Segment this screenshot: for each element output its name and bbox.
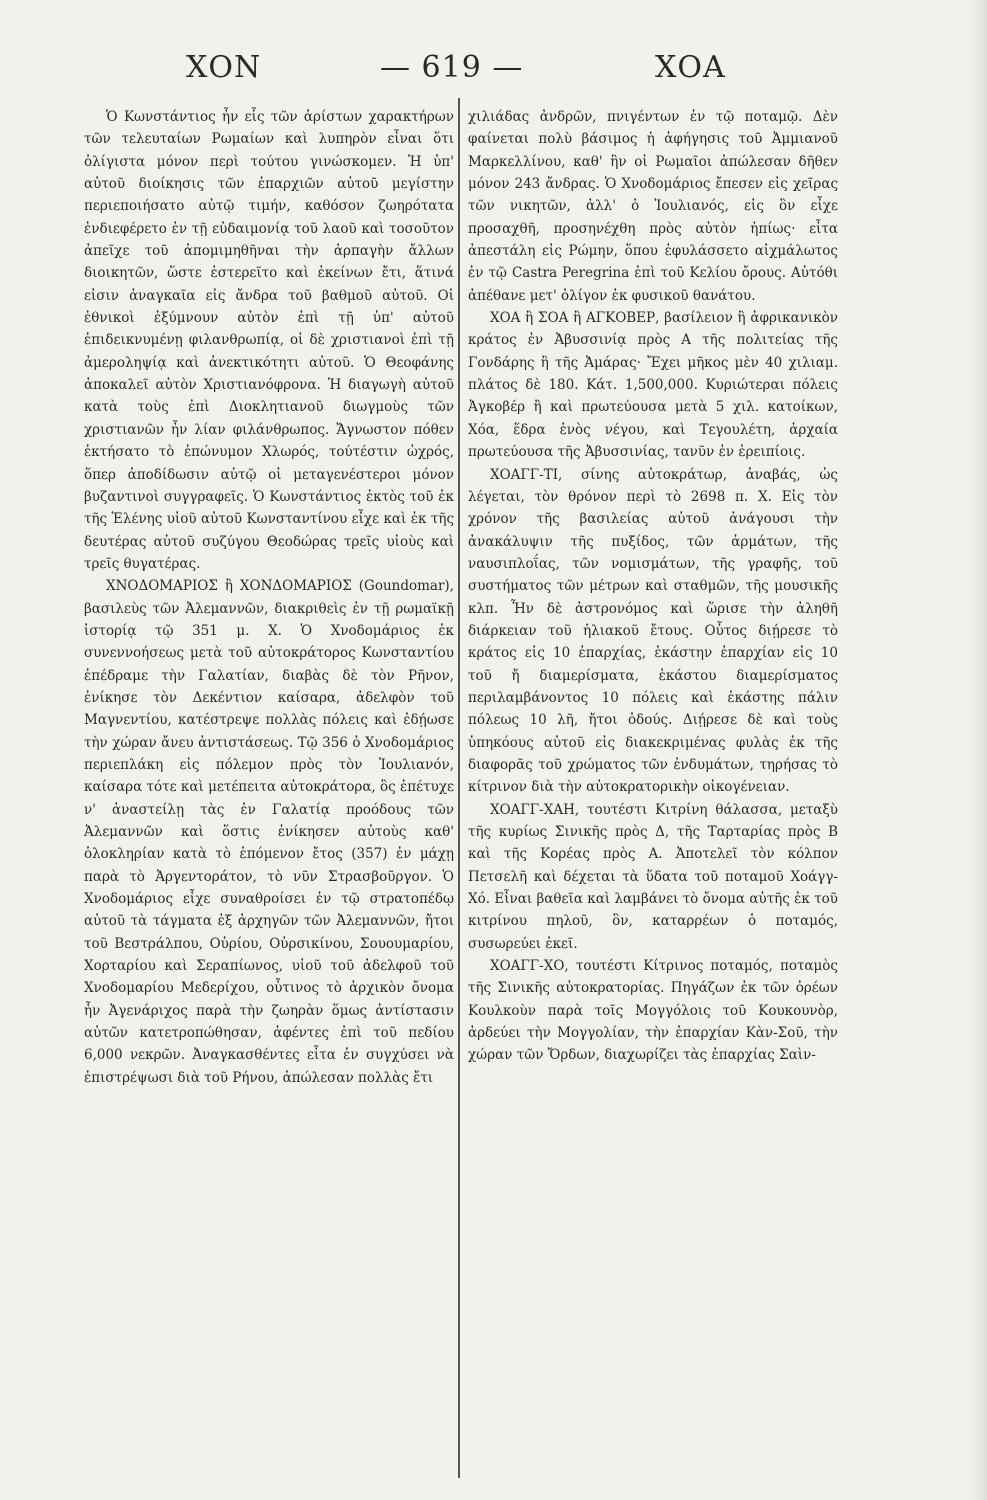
entry-choa: ΧΟΑ ἢ ΣΟΑ ἢ ΑΓΚΟΒΕΡ, βασίλειον ἢ ἀφρικανικὸν κράτος ἐν Ἀβυσσινίᾳ πρὸς Α τῆς πολιτείας τῆς Γονδάρης ἢ τῆς Ἀμάρας· Ἔχει μῆκος μὲν 40 χιλιαμ. πλάτος δὲ 180. Κάτ. 1,500,000. Κυριώτεραι πόλεις Ἀγκοβέρ ἢ καὶ πρωτεύουσα μετὰ 5 χιλ. κατοίκων, Χόα, ἕδρα ἑνὸς νέγου, καὶ Τεγουλέτη, ἀρχαία πρωτεύουσα τῆς Ἀβυσσινίας, τανῦν ἐν ἐρειπίοις. xyxy=(468,310,838,461)
entry-chnodomarios: ΧΝΟΔΟΜΑΡΙΟΣ ἢ ΧΟΝΔΟΜΑΡΙΟΣ (Goundomar), βασιλεὺς τῶν Ἀλεμαννῶν, διακριθεὶς ἐν τῇ ρωμαϊκῇ ἱστορίᾳ τῷ 351 μ. Χ. Ὁ Χνοδομάριος ἐκ συνεννοήσεως μετὰ τοῦ αὐτοκράτορος Κωνσταντίου ἐπέδραμε τὴν Γαλατίαν, διαβὰς δὲ τὸν Ρῆνον, ἐνίκησε τὸν Δεκέντιον καίσαρα, ἀδελφὸν τοῦ Μαγνεντίου, κατέστρεψε πολλὰς πόλεις καὶ ἐδῄωσε τὴν χώραν ἄνευ ἀντιστάσεως. Τῷ 356 ὁ Χνοδομάριος περιεπλάκη εἰς πόλεμον πρὸς τὸν Ἰουλιανόν, καίσαρα τότε καὶ μετέπειτα αὐτοκράτορα, ὃς ἐπέτυχε ν' ἀναστείλῃ τὰς ἐν Γαλατίᾳ προόδους τῶν Ἀλεμαννῶν καὶ ὅστις ἐνίκησεν αὐτοὺς καθ' ὁλοκληρίαν κατὰ τὸ ἑπόμενον ἔτος (357) ἐν μάχῃ παρὰ τὸ Ἀργεντοράτον, τὸ νῦν Στρασβοῦργον. Ὁ Χνοδομάριος εἶχε συναθροίσει ἐν τῷ στρατοπέδῳ αὐτοῦ τὰ τάγματα ἐξ ἀρχηγῶν τῶν Ἀλεμαννῶν, ἤτοι τοῦ Βεστράλπου, Οὐρίου, Οὐρσικίνου, Σουουμαρίου, Χορταρίου καὶ Σεραπίωνος, υἱοῦ τοῦ ἀδελφοῦ τοῦ Χνοδομαρίου Μεδερίχου, οὗτινος τὸ ἀρχικὸν ὄνομα ἦν Ἀγενάριχος παρὰ τὴν ζωηρὰν ὅμως ἀντίστασιν αὐτῶν κατετροπώθησαν, ἀφέντες ἐπὶ τοῦ πεδίου 6,000 νεκρῶν. Ἀναγκασθέντες εἶτα ἐν συγχύσει νὰ ἐπιστρέψωσι διὰ τοῦ Ρήνου, ἀπώλεσαν πολλὰς ἔτι xyxy=(84,578,454,1086)
paragraph-chnodomarios-continued: χιλιάδας ἀνδρῶν, πνιγέντων ἐν τῷ ποταμῷ. Δὲν φαίνεται πολὺ βάσιμος ἡ ἀφήγησις τοῦ Ἀμμιανοῦ Μαρκελλίνου, καθ' ἣν οἱ Ρωμαῖοι ἀπώλεσαν δῆθεν μόνον 243 ἄνδρας. Ὁ Χνοδομάριος ἔπεσεν εἰς χεῖρας τῶν νικητῶν, ἀλλ' ὁ Ἰουλιανός, εἰς ὃν εἶχε προσαχθῆ, προσηνέχθη πρὸς αὐτὸν ἠπίως· εἶτα ἀπεστάλη εἰς Ρώμην, ὅπου ἐφυλάσσετο αἰχμάλωτος ἐν τῷ Castra Peregrina ἐπὶ τοῦ Κελίου ὄρους. Αὐτόθι ἀπέθανε μετ' ὀλίγον ἐκ φυσικοῦ θανάτου. xyxy=(468,109,838,304)
left-column xyxy=(84,106,454,1089)
header-right-guideword: ΧΟΑ xyxy=(655,50,726,85)
entry-choang-ti: ΧΟΑΓΓ-ΤΙ, σίνης αὐτοκράτωρ, ἀναβάς, ὡς λέγεται, τὸν θρόνον περὶ τὸ 2698 π. Χ. Εἰς τὸν χρόνον τῆς βασιλείας αὐτοῦ ἀνάγουσι τὴν ἀνακάλυψιν τῆς πυξίδος, τῶν ἁρμάτων, τῆς ναυσιπλοΐας, τῶν νομισμάτων, τῆς γραφῆς, τοῦ συστήματος τῶν μέτρων καὶ σταθμῶν, τῆς μουσικῆς κλπ. Ἦν δὲ ἀστρονόμος καὶ ὥρισε τὴν ἀληθῆ διάρκειαν τοῦ ἡλιακοῦ ἔτους. Οὗτος διῄρεσε τὸ κράτος εἰς 10 ἐπαρχίας, ἑκάστην ἐπαρχίαν εἰς 10 τοῦ ἤ διαμερίσματα, ἑκάστου διαμερίσματος περιλαμβάνοντος 10 πόλεις καὶ ἑκάστης πάλιν πόλεως 10 λῆ, ἤτοι ὁδούς. Διῄρεσε δὲ καὶ τοὺς ὑπηκόους αὐτοῦ εἰς διακεκριμένας φυλὰς ἐκ τῆς διαφορᾶς τοῦ χρώματος τῶν ἐνδυμάτων, τηρήσας τὸ κίτρινον διὰ τὴν αὐτοκρατορικὴν οἰκογένειαν. xyxy=(468,466,838,796)
entry-choang-chai: ΧΟΑΓΓ-ΧΑΗ, τουτέστι Κιτρίνη θάλασσα, μεταξὺ τῆς κυρίως Σινικῆς πρὸς Δ, τῆς Ταρταρίας πρὸς Β καὶ τῆς Κορέας πρὸς Α. Ἀποτελεῖ τὸν κόλπον Πετσελῆ καὶ δέχεται τὰ ὕδατα τοῦ ποταμοῦ Χοάγγ-Χό. Εἶναι βαθεῖα καὶ λαμβάνει τὸ ὄνομα αὐτῆς ἐκ τοῦ κιτρίνου πηλοῦ, ὃν, καταρρέων ὁ ποταμός, συσωρεύει ἐκεῖ. xyxy=(468,801,838,952)
entry-choang-cho: ΧΟΑΓΓ-ΧΟ, τουτέστι Κίτρινος ποταμός, ποταμὸς τῆς Σινικῆς αὐτοκρατορίας. Πηγάζων ἐκ τῶν ὀρέων Κουλκοὺν παρὰ τοῖς Μογγόλοις τοῦ Κουκουνὸρ, ἀρδεύει τὴν Μογγολίαν, τὴν ἐπαρχίαν Κὰν-Σοῦ, τὴν χώραν τῶν Ὄρδων, διαχωρίζει τὰς ἐπαρχίας Σαὶν- xyxy=(468,958,838,1064)
page-header xyxy=(0,40,987,100)
paragraph-konstantios: Ὁ Κωνστάντιος ἦν εἷς τῶν ἀρίστων χαρακτήρων τῶν τελευταίων Ρωμαίων καὶ λυπηρὸν εἶναι ὅτι ὀλίγιστα μόνον περὶ τούτου γινώσκομεν. Ἡ ὑπ' αὐτοῦ διοίκησις τῶν ἐπαρχιῶν αὐτοῦ μεγίστην περιεποιήσατο αὐτῷ τιμήν, καθόσον ζωηρότατα ἐνδιεφέρετο ἐν τῇ εὐδαιμονίᾳ τοῦ λαοῦ καὶ τοσοῦτον ἀπεῖχε τοῦ ἀπομιμηθῆναι τὴν ἁρπαγὴν ἄλλων διοικητῶν, ὥστε ἐστερεῖτο καὶ ἐκείνων ἔτι, ἅτινά εἰσιν ἀναγκαῖα εἰς ἄνδρα τοῦ βαθμοῦ αὐτοῦ. Οἱ ἐθνικοὶ ἐξύμνουν αὐτὸν ἐπὶ τῇ ὑπ' αὐτοῦ ἐπιδεικνυμένῃ φιλανθρωπίᾳ, οἱ δὲ χριστιανοὶ ἐπὶ τῇ ἀμεροληψίᾳ καὶ ἀνεκτικότητι αὐτοῦ. Ὁ Θεοφάνης ἀποκαλεῖ αὐτὸν Χριστιανόφρονα. Ἡ διαγωγὴ αὐτοῦ κατὰ τοὺς ἐπὶ Διοκλητιανοῦ διωγμοὺς τῶν χριστιανῶν ἦν λίαν φιλάνθρωπος. Ἄγνωστον πόθεν ἐκτήσατο τὸ ἐπώνυμον Χλωρός, τούτέστιν ὠχρός, ὅπερ ἀποδίδωσιν αὐτῷ οἱ μεταγενέστεροι μόνον βυζαντινοὶ συγγραφεῖς. Ὁ Κωνστάντιος ἐκτὸς τοῦ ἐκ τῆς Ἑλένης υἱοῦ αὐτοῦ Κωνσταντίνου εἶχε καὶ ἐκ τῆς δευτέρας αὐτοῦ συζύγου Θεοδώρας τρεῖς υἱοὺς καὶ τρεῖς θυγατέρας. xyxy=(84,109,454,572)
page-edge-shadow xyxy=(969,0,987,1500)
column-divider xyxy=(458,98,460,1478)
right-column xyxy=(468,106,838,1067)
page-number: — 619 — xyxy=(380,50,524,85)
header-left-guideword: ΧΟΝ xyxy=(186,50,262,85)
